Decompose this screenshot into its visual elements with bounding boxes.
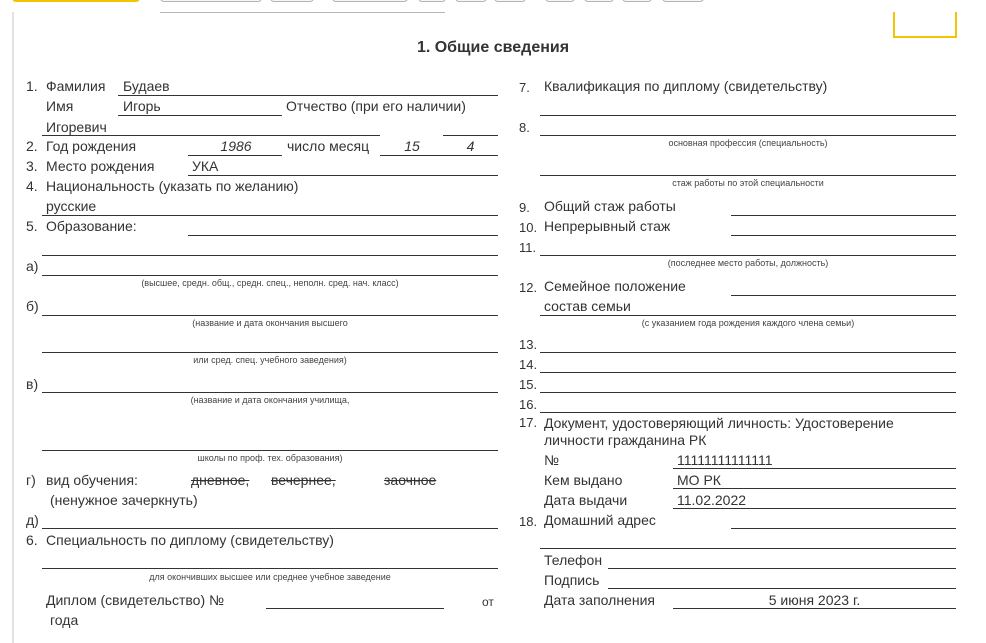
issue-date-line — [673, 508, 956, 509]
total-experience-label: Общий стаж работы — [544, 198, 676, 214]
experience-hint: стаж работы по этой специальности — [672, 178, 824, 188]
id-doc-label-1: Документ, удостоверяющий личность: Удостоверение — [544, 415, 894, 431]
subitem-g-label: г) — [26, 472, 36, 488]
phone-label: Телефон — [544, 552, 603, 568]
item-number: 10. — [519, 220, 538, 235]
issued-by-line — [673, 488, 956, 489]
surname-line — [118, 95, 498, 96]
item-number: 2. — [26, 138, 38, 154]
item-number: 5. — [26, 218, 38, 234]
toolbar-primary-button[interactable] — [12, 0, 140, 2]
birthplace-value[interactable]: УКА — [192, 158, 219, 174]
phone-line — [608, 568, 956, 569]
item-number: 14. — [519, 357, 538, 372]
birthplace-line — [188, 175, 498, 176]
marital-label: Семейное положение — [544, 278, 686, 294]
experience-line — [540, 175, 956, 176]
education-b-line-2 — [42, 352, 498, 353]
profession-hint: основная профессия (специальность) — [668, 138, 828, 148]
day-month-label: число месяц — [287, 138, 370, 154]
nationality-label: Национальность (указать по желанию) — [46, 178, 299, 194]
birth-month-line — [443, 155, 498, 156]
last-job-line — [540, 255, 956, 256]
nationality-value[interactable]: русские — [46, 198, 97, 214]
name-value[interactable]: Игорь — [123, 98, 161, 114]
diploma-number-line — [266, 608, 444, 609]
item-number: 17. — [519, 415, 538, 430]
toolbar-button[interactable] — [332, 0, 408, 2]
item-number: 7. — [519, 80, 530, 95]
fill-date-value[interactable]: 5 июня 2023 г. — [768, 592, 861, 608]
line-14 — [540, 372, 956, 373]
continuous-experience-label: Непрерывный стаж — [544, 218, 671, 234]
last-job-hint: (последнее место работы, должность) — [667, 258, 829, 268]
family-line — [540, 315, 956, 316]
surname-value[interactable]: Будаев — [123, 78, 170, 94]
signature-label: Подпись — [544, 572, 600, 588]
birth-month-value[interactable]: 4 — [466, 138, 475, 154]
subitem-d-label: д) — [26, 512, 39, 528]
issued-by-value[interactable]: МО РК — [677, 472, 721, 488]
toolbar-button[interactable] — [545, 0, 575, 2]
profession-line — [540, 135, 956, 136]
diploma-label: Диплом (свидетельство) № — [46, 592, 225, 608]
birth-day-value[interactable]: 15 — [404, 138, 420, 154]
doc-number-line — [673, 468, 956, 469]
patronymic-line — [42, 135, 380, 136]
page-top-line — [160, 12, 445, 13]
fill-date-label: Дата заполнения — [544, 592, 655, 608]
line-16 — [540, 412, 956, 413]
item-number: 15. — [519, 377, 538, 392]
doc-number-value[interactable]: 11111111111111 — [677, 452, 773, 468]
fill-date-line — [673, 608, 956, 609]
study-type-correspondence[interactable]: заочное — [384, 472, 437, 488]
issue-date-value[interactable]: 11.02.2022 — [677, 492, 747, 508]
toolbar-button[interactable] — [270, 0, 314, 2]
continuous-experience-line — [731, 235, 956, 236]
item-number: 16. — [519, 397, 538, 412]
toolbar-button[interactable] — [584, 0, 614, 2]
education-b-hint-1: (название и дата окончания высшего — [192, 318, 348, 328]
birth-year-line — [188, 155, 282, 156]
family-hint: (с указанием года рождения каждого члена семьи) — [641, 318, 855, 328]
active-cell-marker[interactable] — [893, 12, 957, 38]
patronymic-label: Отчество (при его наличии) — [286, 98, 466, 114]
total-experience-line — [731, 215, 956, 216]
diploma-year-label: года — [50, 612, 79, 628]
study-type-label: вид обучения: — [46, 472, 138, 488]
toolbar-button[interactable] — [622, 0, 652, 2]
toolbar-button[interactable] — [494, 0, 526, 2]
doc-number-label: № — [544, 452, 560, 468]
toolbar-button[interactable] — [662, 0, 704, 2]
qualification-line — [540, 115, 956, 116]
study-type-evening[interactable]: вечернее, — [271, 472, 336, 488]
study-type-day[interactable]: дневное, — [191, 472, 250, 488]
item-number: 4. — [26, 178, 38, 194]
family-label: состав семьи — [544, 298, 631, 314]
item-number: 11. — [519, 240, 537, 255]
item-number: 12. — [519, 280, 538, 295]
item-number: 1. — [26, 78, 38, 94]
education-a-hint: (высшее, средн. общ., средн. спец., неполн. сред. нач. класс) — [141, 278, 399, 288]
birth-year-label: Год рождения — [46, 138, 137, 154]
item-number: 6. — [26, 532, 38, 548]
name-line — [118, 115, 282, 116]
education-line — [188, 235, 498, 236]
item-number: 9. — [519, 200, 530, 215]
education-b-hint-2: или сред. спец. учебного заведения) — [193, 355, 347, 365]
address-label: Домашний адрес — [544, 512, 656, 528]
subitem-b-label: б) — [26, 298, 39, 314]
item-number: 3. — [26, 158, 38, 174]
education-line-2 — [42, 255, 498, 256]
line-15 — [540, 392, 956, 393]
birth-year-value[interactable]: 1986 — [220, 138, 252, 154]
item-number: 18. — [519, 514, 538, 529]
item-number: 13. — [519, 337, 538, 352]
education-v-line — [42, 392, 498, 393]
patronymic-value[interactable]: Игоревич — [46, 119, 107, 135]
specialty-label: Специальность по диплому (свидетельству) — [46, 532, 334, 548]
nationality-line — [42, 215, 498, 216]
name-label: Имя — [46, 98, 74, 114]
marital-line — [731, 295, 956, 296]
toolbar-button[interactable] — [418, 0, 446, 2]
education-v-hint-1: (название и дата окончания училища, — [190, 395, 350, 405]
toolbar-button[interactable] — [160, 0, 262, 2]
education-v-hint-2: школы по проф. тех. образования) — [197, 453, 343, 463]
section-title: 1. Общие сведения — [416, 39, 570, 56]
education-a-line — [42, 275, 498, 276]
education-b-line — [42, 315, 498, 316]
birthplace-label: Место рождения — [46, 158, 155, 174]
surname-label: Фамилия — [46, 78, 106, 94]
education-label: Образование: — [46, 218, 137, 234]
toolbar-button[interactable] — [455, 0, 487, 2]
address-line-2 — [540, 548, 956, 549]
toolbar — [0, 0, 986, 12]
signature-line — [608, 588, 956, 589]
specialty-hint: для окончивших высшее или среднее учебное заведение — [149, 572, 391, 582]
patronymic-line-extra — [443, 135, 498, 136]
education-d-line — [42, 528, 498, 529]
strike-note: (ненужное зачеркнуть) — [50, 492, 198, 508]
diploma-from-label: от — [482, 595, 494, 609]
line-13 — [540, 352, 956, 353]
issue-date-label: Дата выдачи — [544, 492, 628, 508]
specialty-line — [42, 568, 498, 569]
qualification-label: Квалификация по диплому (свидетельству) — [544, 78, 828, 94]
birth-day-line — [380, 155, 444, 156]
subitem-a-label: а) — [26, 258, 39, 274]
issued-by-label: Кем выдано — [544, 472, 623, 488]
page-border — [12, 12, 14, 643]
address-line — [731, 528, 956, 529]
id-doc-label-2: личности гражданина РК — [544, 432, 707, 448]
subitem-v-label: в) — [26, 376, 39, 392]
education-v-line-2 — [42, 450, 498, 451]
item-number: 8. — [519, 120, 530, 135]
